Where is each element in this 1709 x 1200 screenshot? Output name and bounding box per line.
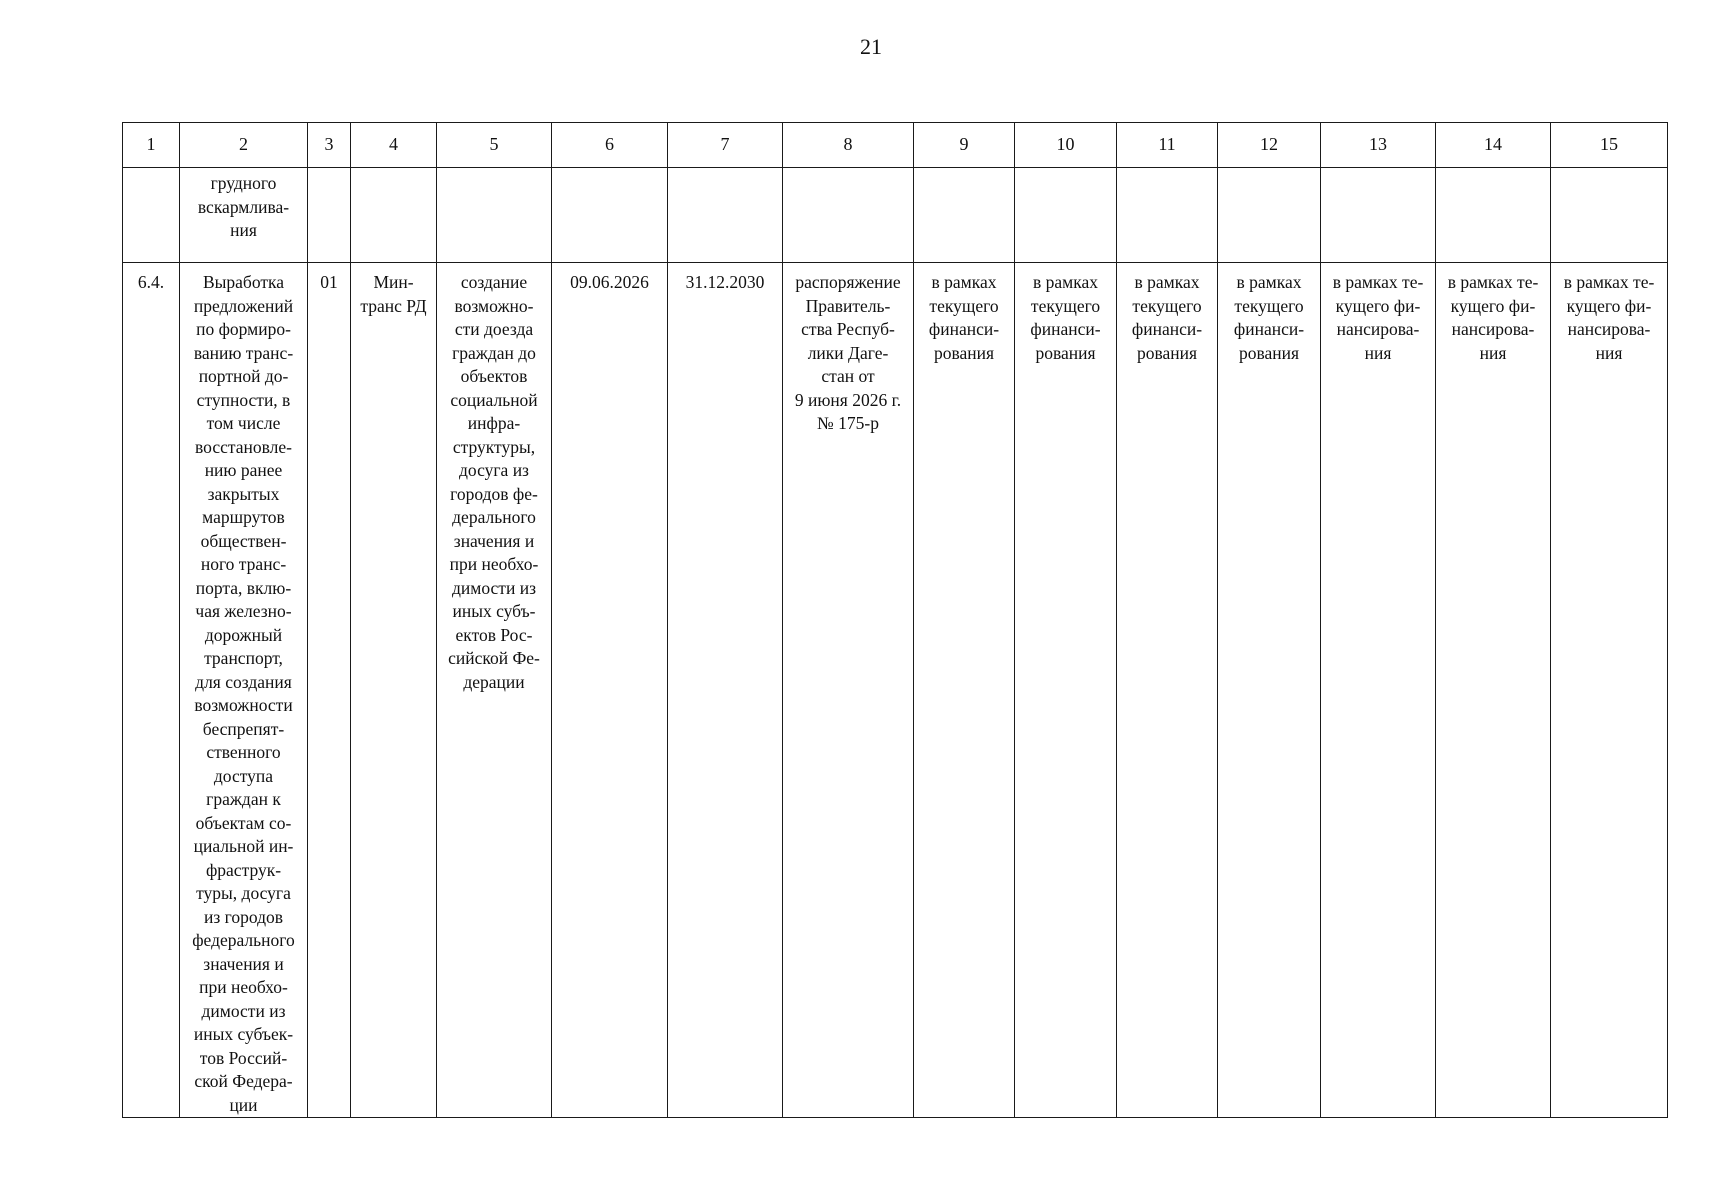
funding-cell: в рамках текущего финанси- рования xyxy=(914,263,1015,1118)
table-cell xyxy=(123,168,180,263)
table-cell xyxy=(914,168,1015,263)
row-number-cell: 6.4. xyxy=(123,263,180,1118)
column-header: 12 xyxy=(1218,123,1321,168)
column-header: 5 xyxy=(437,123,552,168)
executor-cell: Мин- транс РД xyxy=(351,263,437,1118)
table-cell xyxy=(783,168,914,263)
column-header: 10 xyxy=(1015,123,1117,168)
funding-cell: в рамках те- кущего фи- нансирова- ния xyxy=(1551,263,1668,1118)
column-header: 13 xyxy=(1321,123,1436,168)
table-cell xyxy=(1117,168,1218,263)
continued-description-cell: грудного вскармлива- ния xyxy=(180,168,308,263)
legal-basis-cell: распоряжение Правитель- ства Респуб- лики Даге- стан от 9 июня 2026 г. № 175-р xyxy=(783,263,914,1118)
continuation-row xyxy=(123,168,1668,263)
table-cell xyxy=(1321,168,1436,263)
table-cell xyxy=(308,168,351,263)
funding-cell: в рамках текущего финанси- рования xyxy=(1218,263,1321,1118)
measure-description-cell: Выработка предложений по формиро- ванию транс- портной до- ступности, в том числе восстановле- нию ранее закрытых маршрутов обществен- ного транс- порта, вклю- чая железно- дорожный транспорт, для создания возможности беспрепят- ственного доступа граждан к объектам со- циальной ин- фраструк- туры, досуга из городов федерального значения и при необхо- димости из иных субъек- тов Россий- ской Федера- ции xyxy=(180,263,308,1118)
column-header: 15 xyxy=(1551,123,1668,168)
start-date-cell: 09.06.2026 xyxy=(552,263,668,1118)
column-header: 2 xyxy=(180,123,308,168)
funding-cell: в рамках текущего финанси- рования xyxy=(1015,263,1117,1118)
table-cell xyxy=(1218,168,1321,263)
column-header: 8 xyxy=(783,123,914,168)
funding-cell: в рамках те- кущего фи- нансирова- ния xyxy=(1436,263,1551,1118)
table-row xyxy=(123,263,1668,1118)
table-cell xyxy=(1436,168,1551,263)
column-header: 4 xyxy=(351,123,437,168)
column-header: 3 xyxy=(308,123,351,168)
table-cell xyxy=(351,168,437,263)
table-cell xyxy=(437,168,552,263)
column-header: 14 xyxy=(1436,123,1551,168)
table-cell xyxy=(1015,168,1117,263)
column-header: 1 xyxy=(123,123,180,168)
page-number: 21 xyxy=(860,34,882,59)
expected-result-cell: создание возможно- сти доезда граждан до объектов социальной инфра- структуры, досуга из городов фе- дерального значения и при необхо- димости из иных субъ- ектов Рос- сийской Фе- дерации xyxy=(437,263,552,1118)
measures-table xyxy=(122,122,1668,1118)
table-cell xyxy=(668,168,783,263)
column-header: 6 xyxy=(552,123,668,168)
table-cell xyxy=(552,168,668,263)
column-header: 11 xyxy=(1117,123,1218,168)
column-header: 7 xyxy=(668,123,783,168)
column-number-row xyxy=(123,123,1668,168)
table-cell xyxy=(1551,168,1668,263)
code-cell: 01 xyxy=(308,263,351,1118)
funding-cell: в рамках текущего финанси- рования xyxy=(1117,263,1218,1118)
end-date-cell: 31.12.2030 xyxy=(668,263,783,1118)
funding-cell: в рамках те- кущего фи- нансирова- ния xyxy=(1321,263,1436,1118)
column-header: 9 xyxy=(914,123,1015,168)
